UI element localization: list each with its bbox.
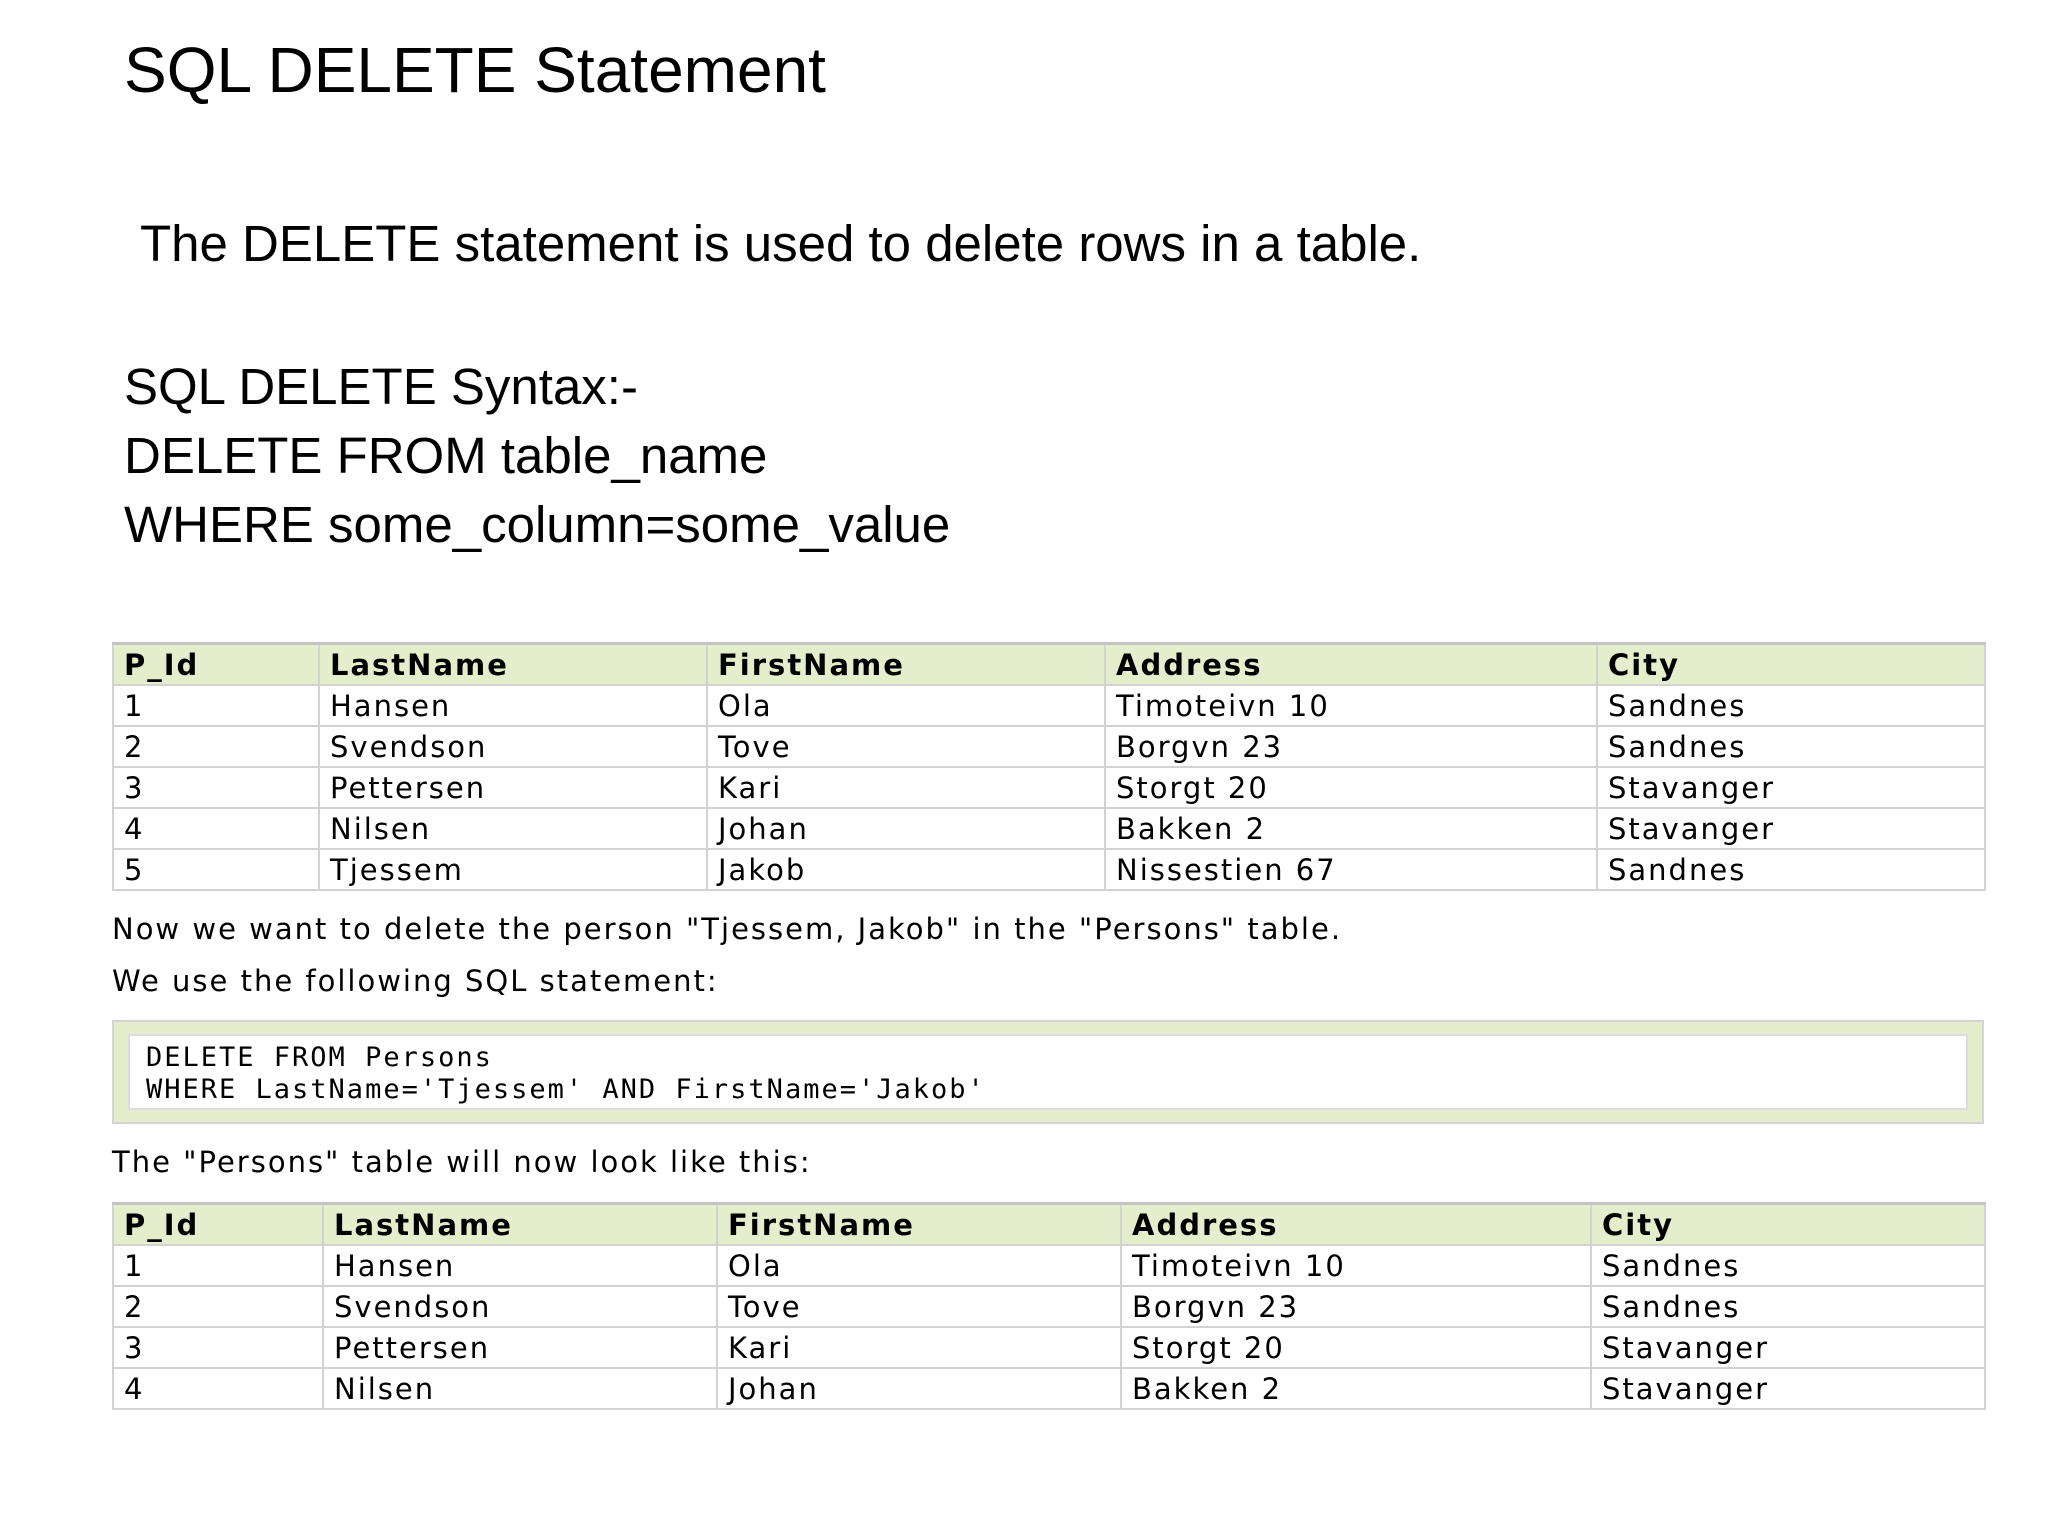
table-row	[113, 1368, 1985, 1409]
code-line-2: WHERE LastName='Tjessem' AND FirstName='Jakob'	[146, 1074, 986, 1105]
code-line-1: DELETE FROM Persons	[146, 1042, 493, 1073]
column-header: City	[1591, 1204, 1985, 1246]
table-cell: Ola	[717, 1245, 1121, 1286]
table-cell: Borgvn 23	[1121, 1286, 1591, 1327]
table-row	[113, 808, 1985, 849]
table-cell: 3	[113, 767, 319, 808]
table-cell: Pettersen	[323, 1327, 717, 1368]
syntax-block	[124, 352, 950, 559]
persons-table-after	[112, 1202, 1986, 1410]
table-cell: Nilsen	[323, 1368, 717, 1409]
persons-table-before-wrap	[112, 642, 1984, 891]
table-row	[113, 767, 1985, 808]
table-row	[113, 1286, 1985, 1327]
column-header: LastName	[319, 644, 707, 686]
table-cell: 1	[113, 685, 319, 726]
table-cell: 3	[113, 1327, 323, 1368]
code-example	[128, 1034, 1968, 1110]
column-header: Address	[1121, 1204, 1591, 1246]
slide-title: SQL DELETE Statement	[124, 34, 826, 106]
table-cell: 4	[113, 808, 319, 849]
column-header: City	[1597, 644, 1985, 686]
table-cell: Johan	[717, 1368, 1121, 1409]
note-result: The "Persons" table will now look like this:	[112, 1145, 812, 1179]
table-cell: 5	[113, 849, 319, 890]
table-cell: Svendson	[319, 726, 707, 767]
table-cell: Kari	[707, 767, 1105, 808]
table-cell: Nilsen	[319, 808, 707, 849]
table-cell: Sandnes	[1597, 849, 1985, 890]
persons-table-after-wrap	[112, 1202, 1984, 1410]
syntax-heading: SQL DELETE Syntax:-	[124, 358, 638, 415]
table-cell: Jakob	[707, 849, 1105, 890]
table-cell: Hansen	[323, 1245, 717, 1286]
note-delete-person: Now we want to delete the person "Tjessem, Jakob" in the "Persons" table.	[112, 912, 1343, 946]
code-example-box	[112, 1020, 1984, 1124]
column-header: Address	[1105, 644, 1597, 686]
table-cell: Pettersen	[319, 767, 707, 808]
table-cell: Svendson	[323, 1286, 717, 1327]
table-cell: 2	[113, 1286, 323, 1327]
table-cell: Bakken 2	[1105, 808, 1597, 849]
table-cell: Timoteivn 10	[1121, 1245, 1591, 1286]
column-header: FirstName	[707, 644, 1105, 686]
table-cell: 2	[113, 726, 319, 767]
table-cell: Bakken 2	[1121, 1368, 1591, 1409]
table-cell: Tove	[717, 1286, 1121, 1327]
table-cell: Stavanger	[1597, 767, 1985, 808]
table-cell: Timoteivn 10	[1105, 685, 1597, 726]
table-cell: Sandnes	[1597, 726, 1985, 767]
table-cell: Ola	[707, 685, 1105, 726]
column-header: P_Id	[113, 1204, 323, 1246]
table-cell: Nissestien 67	[1105, 849, 1597, 890]
column-header: FirstName	[717, 1204, 1121, 1246]
table-cell: Stavanger	[1591, 1368, 1985, 1409]
intro-text: The DELETE statement is used to delete rows in a table.	[140, 215, 1422, 272]
table-cell: Hansen	[319, 685, 707, 726]
syntax-line-2: WHERE some_column=some_value	[124, 496, 951, 553]
table-cell: Tove	[707, 726, 1105, 767]
table-header-row	[113, 1204, 1985, 1246]
table-cell: Stavanger	[1591, 1327, 1985, 1368]
table-cell: Stavanger	[1597, 808, 1985, 849]
table-row	[113, 726, 1985, 767]
table-row	[113, 1327, 1985, 1368]
note-sql-statement: We use the following SQL statement:	[112, 964, 719, 998]
table-cell: 4	[113, 1368, 323, 1409]
column-header: LastName	[323, 1204, 717, 1246]
table-row	[113, 685, 1985, 726]
table-cell: Tjessem	[319, 849, 707, 890]
table-cell: 1	[113, 1245, 323, 1286]
column-header: P_Id	[113, 644, 319, 686]
table-header-row	[113, 644, 1985, 686]
table-cell: Sandnes	[1597, 685, 1985, 726]
table-cell: Storgt 20	[1121, 1327, 1591, 1368]
table-cell: Storgt 20	[1105, 767, 1597, 808]
table-row	[113, 849, 1985, 890]
table-cell: Johan	[707, 808, 1105, 849]
table-cell: Sandnes	[1591, 1286, 1985, 1327]
table-cell: Kari	[717, 1327, 1121, 1368]
persons-table-before	[112, 642, 1986, 891]
table-row	[113, 1245, 1985, 1286]
syntax-line-1: DELETE FROM table_name	[124, 427, 768, 484]
table-cell: Sandnes	[1591, 1245, 1985, 1286]
table-cell: Borgvn 23	[1105, 726, 1597, 767]
